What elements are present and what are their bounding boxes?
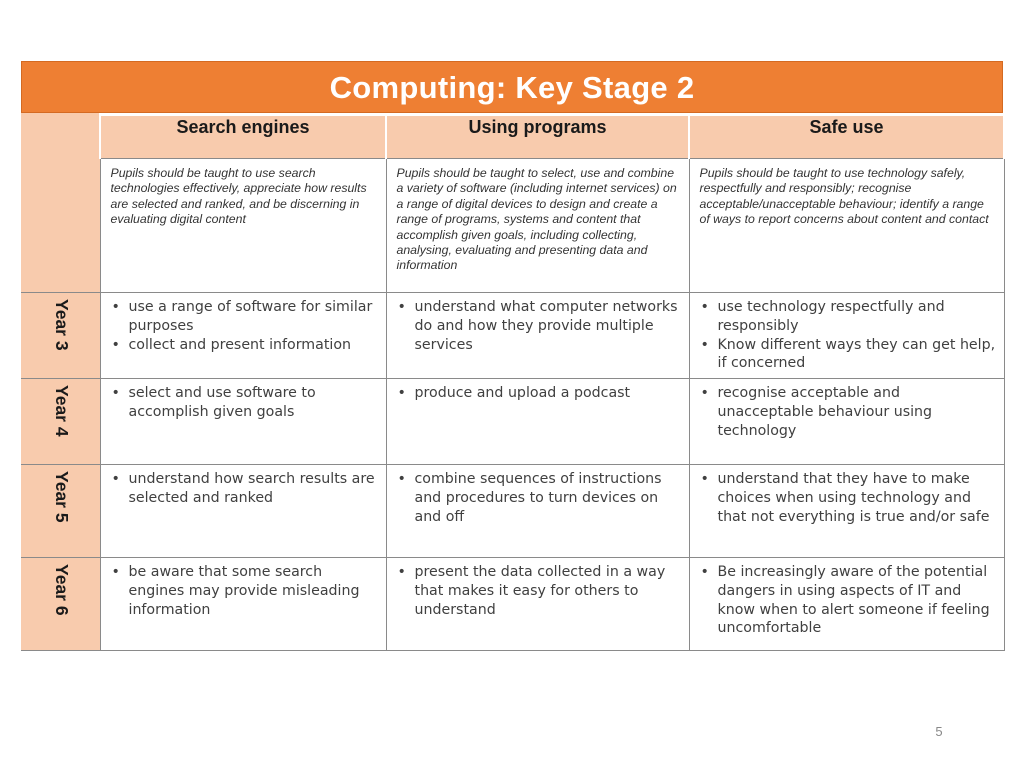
list-item: • be aware that some search engines may provide misleading information [109, 563, 380, 619]
list-item: • use a range of software for similar purposes [109, 298, 380, 336]
table-row-year-6 [21, 558, 1004, 651]
table-cell [689, 558, 1004, 651]
year-cell [21, 465, 100, 558]
table-cell [386, 379, 689, 465]
list-item: • select and use software to accomplish given goals [109, 384, 380, 422]
list-item: • understand how search results are selected and ranked [109, 470, 380, 508]
year-cell [21, 558, 100, 651]
list-item: • Be increasingly aware of the potential dangers in using aspects of IT and know when to alert someone if feeling uncomfortable [698, 563, 998, 638]
year-label: Year 3 [52, 299, 73, 351]
table-row-year-3 [21, 293, 1004, 379]
column-header-using-programs: Using programs [386, 115, 689, 159]
description-safe-use: Pupils should be taught to use technology safely, respectfully and responsibly; recognise acceptable/unacceptable behaviour; identify a range of ways to report concerns about content and contact [689, 159, 1004, 293]
list-item: • present the data collected in a way that makes it easy for others to understand [395, 563, 683, 619]
list-item: • combine sequences of instructions and procedures to turn devices on and off [395, 470, 683, 526]
table-cell [100, 465, 386, 558]
year-cell [21, 293, 100, 379]
table-cell [100, 558, 386, 651]
table-row-year-5 [21, 465, 1004, 558]
table-cell [386, 558, 689, 651]
list-item: • Know different ways they can get help, if concerned [698, 336, 998, 374]
table-cell [689, 379, 1004, 465]
curriculum-table [21, 113, 1005, 651]
year-label: Year 4 [52, 385, 73, 437]
table-cell [689, 293, 1004, 379]
list-item: • recognise acceptable and unacceptable behaviour using technology [698, 384, 998, 440]
table-cell [689, 465, 1004, 558]
description-search-engines: Pupils should be taught to use search technologies effectively, appreciate how results are selected and ranked, and be discerning in evaluating digital content [100, 159, 386, 293]
table-row-year-4 [21, 379, 1004, 465]
list-item: • collect and present information [109, 336, 380, 355]
year-cell [21, 379, 100, 465]
year-label: Year 5 [52, 471, 73, 523]
column-header-safe-use: Safe use [689, 115, 1004, 159]
year-label: Year 6 [52, 564, 73, 616]
page-number: 5 [935, 724, 943, 739]
table-cell [386, 293, 689, 379]
table-cell [100, 379, 386, 465]
list-item: • understand what computer networks do and how they provide multiple services [395, 298, 683, 354]
title-bar [21, 61, 1003, 113]
description-using-programs: Pupils should be taught to select, use and combine a variety of software (including internet services) on a range of digital devices to design and create a range of programs, systems and content that accomplish given goals, including collecting, analysing, evaluating and presenting data and information [386, 159, 689, 293]
table-cell [386, 465, 689, 558]
column-header-search-engines: Search engines [100, 115, 386, 159]
page-title: Computing: Key Stage 2 [329, 70, 695, 105]
list-item: • understand that they have to make choices when using technology and that not everything is true and/or safe [698, 470, 998, 526]
list-item: • produce and upload a podcast [395, 384, 683, 403]
list-item: • use technology respectfully and responsibly [698, 298, 998, 336]
corner-cell [21, 159, 100, 293]
corner-cell [21, 115, 100, 159]
description-row [21, 159, 1004, 293]
table-cell [100, 293, 386, 379]
header-row [21, 115, 1004, 159]
